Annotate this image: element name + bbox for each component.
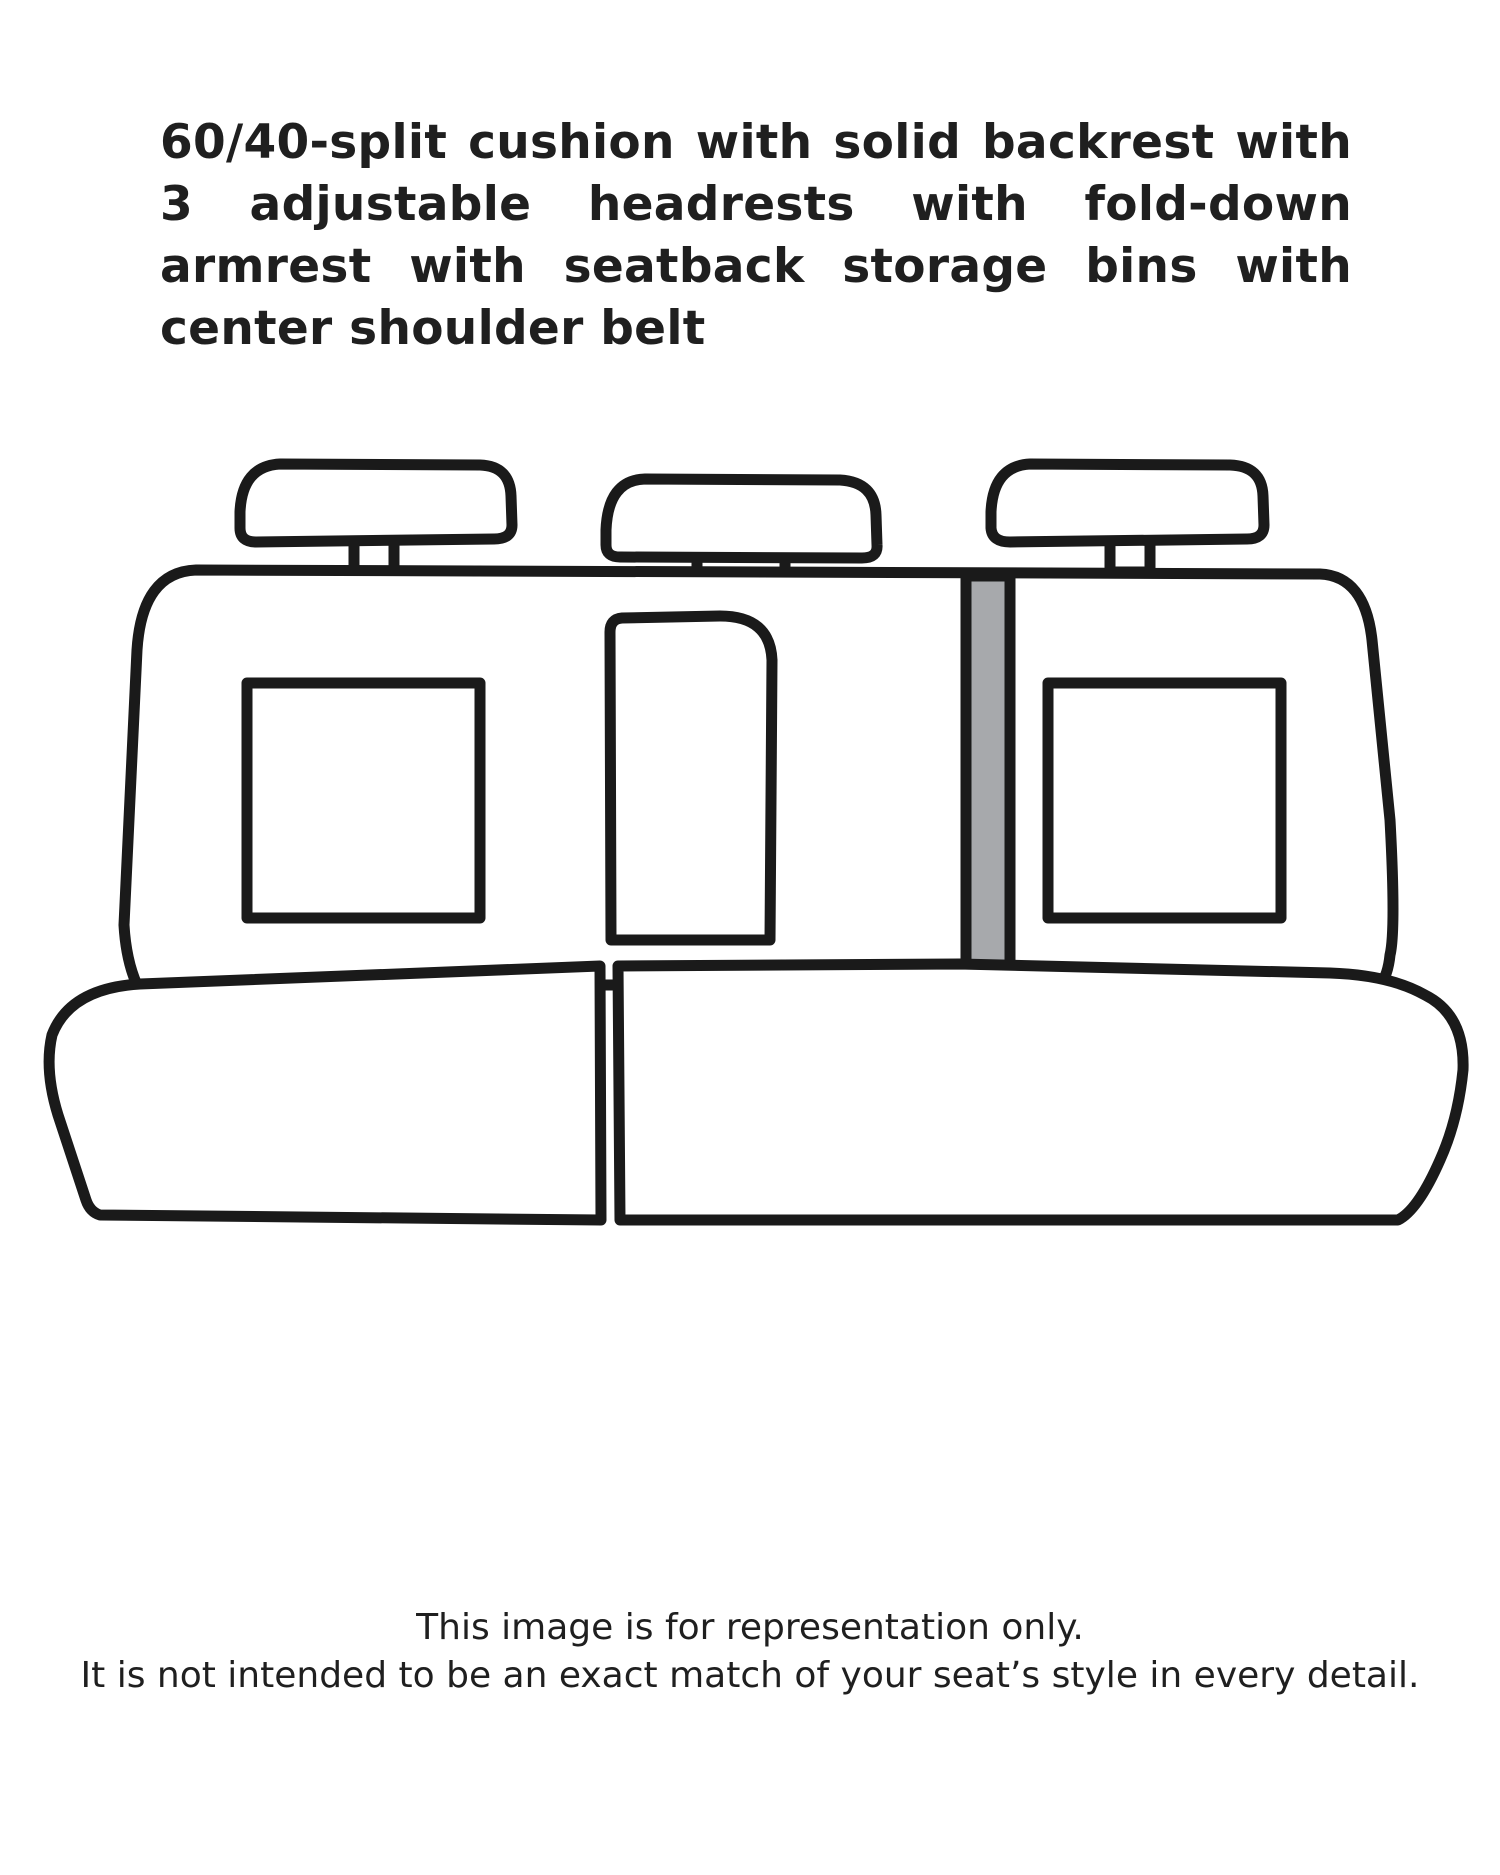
right-storage-bin [1048, 683, 1281, 918]
disclaimer-line-2: It is not intended to be an exact match of your seat’s style in every detail. [80, 1655, 1420, 1696]
right-headrest [991, 464, 1264, 542]
disclaimer [0, 1604, 1500, 1700]
left-storage-bin [247, 683, 480, 918]
center-shoulder-belt [966, 576, 1010, 969]
cushion-40-left [49, 966, 601, 1220]
cushion-60-right [618, 964, 1463, 1220]
disclaimer-line-1: This image is for representation only. [416, 1607, 1084, 1648]
left-headrest [240, 464, 512, 542]
fold-down-armrest [610, 616, 772, 940]
seat-description: 60/40-split cushion with solid backrest with 3 adjustable headrests with fold-down armrest with seatback storage bins with center shoulder belt [160, 115, 1352, 356]
center-headrest [606, 479, 877, 558]
